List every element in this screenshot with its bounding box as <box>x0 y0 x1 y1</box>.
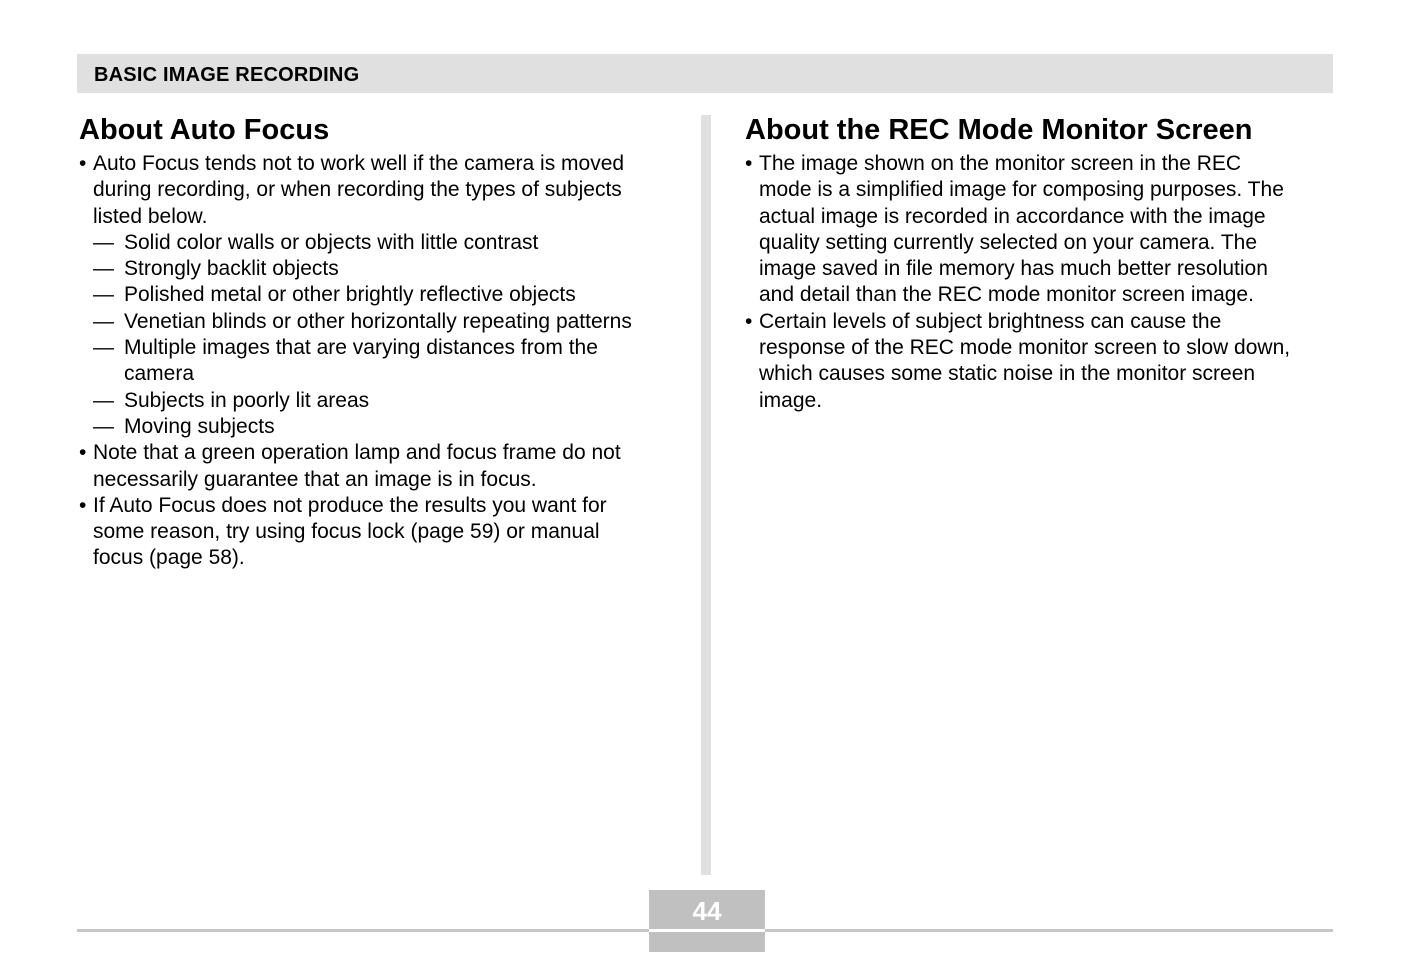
bullet-marker: • <box>79 152 87 175</box>
text-line: Moving subjects <box>124 414 275 438</box>
text-line: quality setting currently selected on your camera. The <box>759 230 1258 254</box>
subject-list-item-solid-color <box>79 230 679 256</box>
left-column <box>79 112 679 572</box>
section-header-title: BASIC IMAGE RECORDING <box>94 64 360 86</box>
bullet-marker: • <box>745 309 753 333</box>
text-line: response of the REC mode monitor screen to slow down, <box>759 336 1291 360</box>
bullet-marker: • <box>79 493 87 517</box>
rec-monitor-bullet-1 <box>745 151 1335 309</box>
dash-marker: — <box>93 257 114 281</box>
subject-list-item-reflective <box>79 282 679 308</box>
subject-list-item-varying-distances <box>79 335 679 388</box>
text-line: Polished metal or other brightly reflective objects <box>124 283 576 307</box>
text-line: Auto Focus tends not to work well if the camera is moved <box>93 152 625 175</box>
text-line: necessarily guarantee that an image is in focus. <box>93 467 537 491</box>
text-line: Strongly backlit objects <box>124 257 339 281</box>
auto-focus-bullet-2 <box>79 440 679 493</box>
rec-monitor-heading: About the REC Mode Monitor Screen <box>745 114 1253 146</box>
text-line: some reason, try using focus lock (page 59) or manual <box>93 520 600 544</box>
text-line: image. <box>759 388 823 412</box>
bullet-marker: • <box>79 441 87 465</box>
text-line: actual image is recorded in accordance with the image <box>759 204 1266 228</box>
text-line: during recording, or when recording the types of subjects <box>93 178 622 202</box>
dash-marker: — <box>93 388 114 412</box>
subject-list-item-backlit <box>79 256 679 282</box>
auto-focus-bullet-3 <box>79 493 679 572</box>
dash-marker: — <box>93 336 114 360</box>
section-header-bar <box>77 54 1333 93</box>
bullet-marker: • <box>745 152 753 175</box>
subject-list-item-moving <box>79 414 679 440</box>
text-line: image saved in file memory has much better resolution <box>759 257 1268 281</box>
text-line: and detail than the REC mode monitor screen image. <box>759 283 1254 307</box>
subject-list-item-venetian-blinds <box>79 309 679 335</box>
page-number-box <box>649 890 765 952</box>
text-line: Certain levels of subject brightness can cause the <box>759 309 1222 333</box>
text-line: Venetian blinds or other horizontally repeating patterns <box>124 309 632 333</box>
text-line: Subjects in poorly lit areas <box>124 388 370 412</box>
text-line: which causes some static noise in the monitor screen <box>759 362 1256 386</box>
dash-marker: — <box>93 283 114 307</box>
column-divider <box>701 115 711 875</box>
text-line: The image shown on the monitor screen in the REC <box>759 152 1242 175</box>
text-line: Note that a green operation lamp and focus frame do not <box>93 441 621 465</box>
dash-marker: — <box>93 230 114 254</box>
text-line: If Auto Focus does not produce the results you want for <box>93 493 607 517</box>
text-line: Solid color walls or objects with little contrast <box>124 230 539 254</box>
dash-marker: — <box>93 309 114 333</box>
text-line: focus (page 58). <box>93 546 245 570</box>
text-line: camera <box>124 362 195 386</box>
auto-focus-bullet-1 <box>79 151 679 230</box>
text-line: listed below. <box>93 204 208 228</box>
text-line: Multiple images that are varying distances from the <box>124 336 598 360</box>
page-number-divider <box>649 929 765 932</box>
text-line: mode is a simplified image for composing purposes. The <box>759 178 1284 202</box>
subject-list-item-poorly-lit <box>79 388 679 414</box>
rec-monitor-bullet-2 <box>745 309 1335 414</box>
dash-marker: — <box>93 414 114 438</box>
page-number: 44 <box>692 896 722 926</box>
auto-focus-heading: About Auto Focus <box>79 114 330 146</box>
right-column <box>745 112 1335 414</box>
